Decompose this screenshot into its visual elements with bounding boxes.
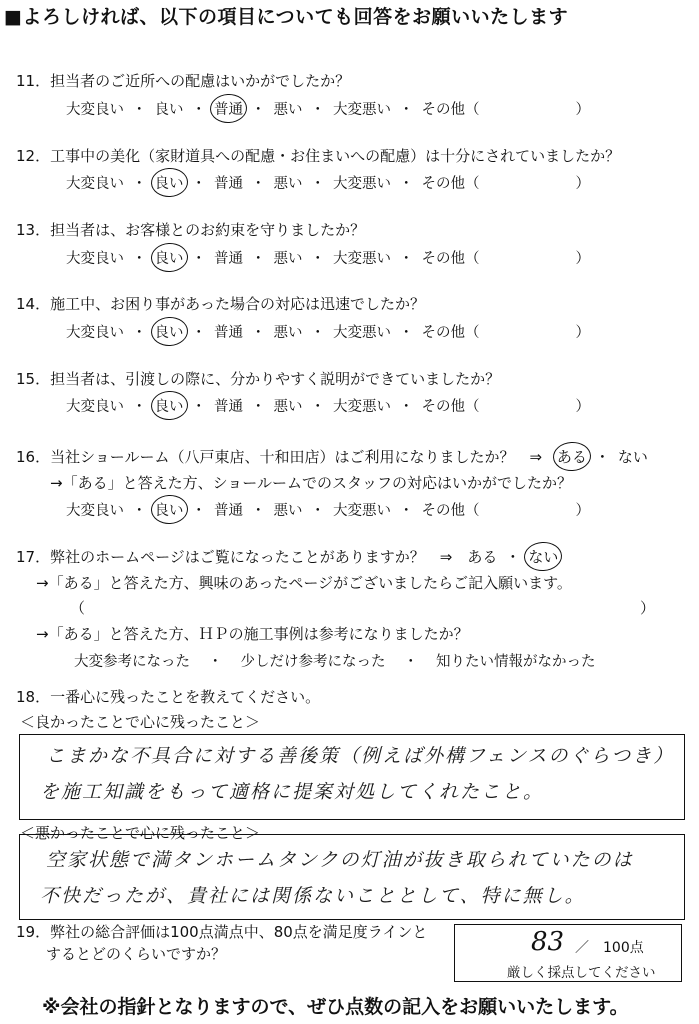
- option-separator: ・: [132, 503, 147, 519]
- hp-option-somewhat-helpful[interactable]: 少しだけ参考になった: [240, 654, 386, 670]
- q16-yes-option[interactable]: ある: [557, 446, 587, 467]
- rating-option-very-bad[interactable]: 大変悪い: [333, 251, 391, 267]
- q17-sub-question-1: →「ある」と答えた方、興味のあったページがございましたらご記入願います。: [36, 574, 572, 592]
- rating-option-very-good[interactable]: 大変良い: [66, 503, 124, 519]
- q13-options: [66, 247, 590, 268]
- rating-option-very-bad[interactable]: 大変悪い: [333, 503, 391, 519]
- option-separator: ・: [399, 399, 414, 415]
- option-separator: ・: [310, 503, 325, 519]
- selection-circle: [150, 242, 188, 273]
- score-value: 83: [531, 927, 565, 957]
- other-close-paren: ）: [575, 251, 590, 267]
- rating-option-very-bad[interactable]: 大変悪い: [333, 399, 391, 415]
- rating-option-bad[interactable]: 悪い: [273, 176, 303, 192]
- bad-label: ＜悪かったことで心に残ったこと＞: [20, 824, 261, 842]
- selection-circle: [209, 93, 247, 124]
- score-denominator: ／ 100点: [575, 940, 644, 956]
- bad-answer-box[interactable]: [19, 834, 685, 920]
- option-separator: ・: [399, 325, 414, 341]
- question-16: 16．当社ショールーム（八戸東店、十和田店）はご利用になりましたか？ ⇒ ある ・ ない: [16, 446, 648, 467]
- question-13: 13．担当者は、お客様とのお約束を守りましたか？: [16, 221, 366, 239]
- rating-option-average[interactable]: 普通: [214, 98, 243, 119]
- rating-option-very-bad[interactable]: 大変悪い: [333, 325, 391, 341]
- rating-option-bad[interactable]: 悪い: [273, 102, 303, 118]
- rating-option-other[interactable]: その他（: [421, 503, 480, 519]
- selection-circle: [150, 316, 188, 347]
- good-answer-line-2: を施工知識をもって適格に提案対処してくれたこと。: [40, 781, 545, 803]
- selection-circle: [150, 390, 188, 421]
- other-close-paren: ）: [575, 399, 590, 415]
- rating-option-other[interactable]: その他（: [421, 176, 480, 192]
- option-separator: ・: [310, 176, 325, 192]
- other-close-paren: ）: [575, 325, 590, 341]
- question-16-text: 16．当社ショールーム（八戸東店、十和田店）はご利用になりましたか？ ⇒: [16, 448, 543, 466]
- other-close-paren: ）: [575, 102, 590, 118]
- rating-option-average[interactable]: 普通: [214, 399, 243, 415]
- question-19-line-2: するとどのくらいですか？: [46, 945, 227, 963]
- rating-option-average[interactable]: 普通: [214, 325, 243, 341]
- question-17-text: 17．弊社のホームページはご覧になったことがありますか？ ⇒ ある: [16, 548, 498, 566]
- page-header: ■よろしければ、以下の項目についても回答をお願いいたします: [4, 6, 569, 28]
- option-separator: ・: [251, 325, 266, 341]
- option-separator: ・: [310, 325, 325, 341]
- option-separator: ・: [399, 176, 414, 192]
- option-separator: ・: [191, 325, 206, 341]
- other-close-paren: ）: [575, 503, 590, 519]
- rating-option-very-good[interactable]: 大変良い: [66, 325, 124, 341]
- q16-no-option[interactable]: ない: [617, 448, 648, 466]
- rating-option-other[interactable]: その他（: [421, 399, 480, 415]
- rating-option-good[interactable]: 良い: [154, 102, 184, 118]
- option-separator: ・: [191, 176, 206, 192]
- rating-option-very-bad[interactable]: 大変悪い: [333, 176, 391, 192]
- option-separator: ・: [191, 251, 206, 267]
- question-14: 14．施工中、お困り事があった場合の対応は迅速でしたか？: [16, 295, 425, 313]
- question-18: 18．一番心に残ったことを教えてください。: [16, 688, 321, 706]
- option-separator: ・: [310, 102, 325, 118]
- question-11: 11．担当者のご近所への配慮はいかがでしたか？: [16, 72, 351, 90]
- option-separator: ・: [132, 102, 147, 118]
- q17-hp-options: 大変参考になった ・ 少しだけ参考になった ・ 知りたい情報がなかった: [74, 650, 596, 671]
- rating-option-other[interactable]: その他（: [421, 102, 480, 118]
- rating-option-very-good[interactable]: 大変良い: [66, 176, 124, 192]
- good-answer-box[interactable]: [19, 734, 685, 820]
- footer-note: ※会社の指針となりますので、ぜひ点数の記入をお願いいたします。: [42, 996, 629, 1018]
- question-12: 12．工事中の美化（家財道具への配慮・お住まいへの配慮）は十分にされていましたか？: [16, 147, 621, 165]
- selection-circle: [150, 494, 188, 525]
- option-separator: ・: [191, 102, 206, 118]
- rating-option-bad[interactable]: 悪い: [273, 325, 303, 341]
- option-separator: ・: [251, 176, 266, 192]
- hp-option-not-helpful[interactable]: 知りたい情報がなかった: [436, 654, 596, 670]
- rating-option-good[interactable]: 良い: [155, 172, 184, 193]
- question-19-line-1: 19．弊社の総合評価は100点満点中、80点を満足度ラインと: [16, 923, 428, 941]
- rating-option-good[interactable]: 良い: [155, 321, 184, 342]
- option-separator: ・: [399, 251, 414, 267]
- good-label: ＜良かったことで心に残ったこと＞: [20, 713, 261, 731]
- selection-circle: [552, 441, 591, 472]
- option-separator: ・: [132, 325, 147, 341]
- q11-options: [66, 98, 590, 119]
- q16-options: [66, 499, 590, 520]
- bad-answer-line-2: 不快だったが、貴社には関係ないこととして、特に無し。: [40, 885, 586, 907]
- rating-option-bad[interactable]: 悪い: [273, 399, 303, 415]
- option-separator: ・: [191, 399, 206, 415]
- rating-option-good[interactable]: 良い: [155, 499, 184, 520]
- option-separator: ・: [251, 102, 266, 118]
- score-note: 厳しく採点してください: [507, 965, 656, 981]
- bad-answer-line-1: 空家状態で満タンホームタンクの灯油が抜き取られていたのは: [46, 849, 634, 871]
- selection-circle: [524, 541, 563, 572]
- rating-option-bad[interactable]: 悪い: [273, 251, 303, 267]
- option-separator: ・: [251, 503, 266, 519]
- option-separator: ・: [251, 399, 266, 415]
- q14-options: [66, 321, 590, 342]
- question-15: 15．担当者は、引渡しの際に、分かりやすく説明ができていましたか？: [16, 370, 501, 388]
- score-box[interactable]: [454, 924, 682, 982]
- q17-close-paren: ）: [640, 599, 656, 617]
- rating-option-very-good[interactable]: 大変良い: [66, 102, 124, 118]
- rating-option-good[interactable]: 良い: [155, 395, 184, 416]
- option-separator: ・: [191, 503, 206, 519]
- q17-sub-question-2: →「ある」と答えた方、ＨＰの施工事例は参考になりましたか？: [36, 625, 469, 643]
- rating-option-average[interactable]: 普通: [214, 503, 243, 519]
- rating-option-very-bad[interactable]: 大変悪い: [333, 102, 391, 118]
- option-separator: ・: [310, 251, 325, 267]
- rating-option-very-good[interactable]: 大変良い: [66, 399, 124, 415]
- option-separator: ・: [310, 399, 325, 415]
- question-17: 17．弊社のホームページはご覧になったことがありますか？ ⇒ ある ・ ない: [16, 546, 558, 567]
- option-separator: ・: [399, 102, 414, 118]
- q15-options: [66, 395, 590, 416]
- hp-option-very-helpful[interactable]: 大変参考になった: [74, 654, 190, 670]
- rating-option-very-good[interactable]: 大変良い: [66, 251, 124, 267]
- rating-option-other[interactable]: その他（: [421, 251, 480, 267]
- rating-option-good[interactable]: 良い: [155, 247, 184, 268]
- option-separator: ・: [399, 503, 414, 519]
- other-close-paren: ）: [575, 176, 590, 192]
- option-separator: ・: [132, 176, 147, 192]
- q17-open-paren: （: [70, 599, 86, 617]
- rating-option-average[interactable]: 普通: [214, 251, 243, 267]
- rating-option-other[interactable]: その他（: [421, 325, 480, 341]
- option-separator: ・: [132, 251, 147, 267]
- q12-options: [66, 172, 590, 193]
- rating-option-bad[interactable]: 悪い: [273, 503, 303, 519]
- good-answer-line-1: こまかな不具合に対する善後策（例えば外構フェンスのぐらつき）: [46, 745, 675, 767]
- option-separator: ・: [251, 251, 266, 267]
- q16-sub-question: →「ある」と答えた方、ショールームでのスタッフの対応はいかがでしたか？: [50, 474, 572, 492]
- q17-no-option[interactable]: ない: [528, 546, 558, 567]
- selection-circle: [150, 167, 188, 198]
- option-separator: ・: [132, 399, 147, 415]
- rating-option-average[interactable]: 普通: [214, 176, 243, 192]
